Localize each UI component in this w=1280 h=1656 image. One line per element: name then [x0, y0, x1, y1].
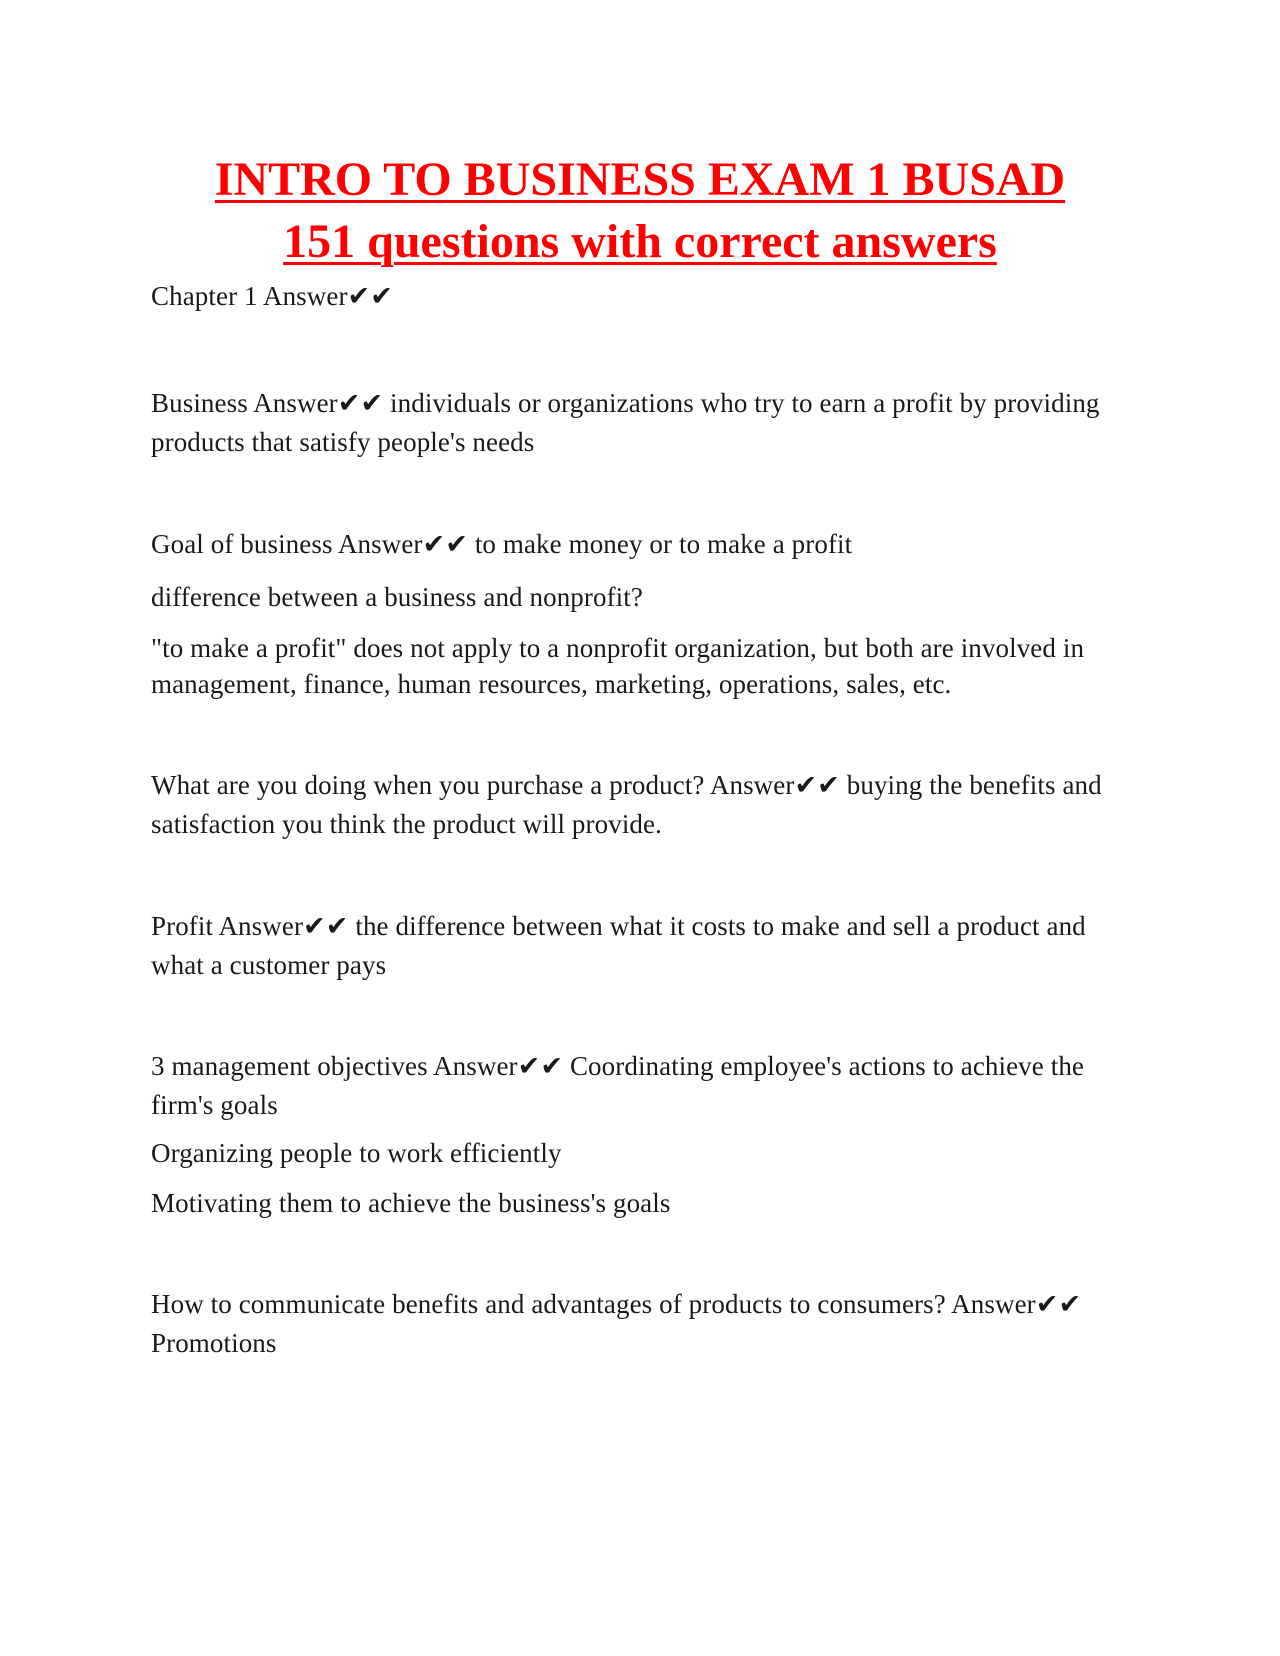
qa-purchase-product: What are you doing when you purchase a product? Answer✔✔ buying the benefits and satisfaction you think the product will provide.: [151, 770, 1102, 839]
management-objective-organizing: Organizing people to work efficiently: [151, 1138, 562, 1168]
qa-business-vs-nonprofit-answer: "to make a profit" does not apply to a nonprofit organization, but both are involved in management, finance, human resources, marketing, operations, sales, etc.: [151, 633, 1085, 699]
qa-business-vs-nonprofit-question: difference between a business and nonprofit?: [151, 582, 643, 612]
document-title-line-2: 151 questions with correct answers: [283, 215, 997, 268]
qa-profit: Profit Answer✔✔ the difference between what it costs to make and sell a product and what a customer pays: [151, 911, 1086, 980]
chapter-heading: Chapter 1 Answer✔✔: [151, 281, 394, 311]
qa-goal-of-business: Goal of business Answer✔✔ to make money or to make a profit: [151, 529, 853, 559]
management-objective-motivating: Motivating them to achieve the business's goals: [151, 1188, 671, 1218]
qa-management-objectives: 3 management objectives Answer✔✔ Coordinating employee's actions to achieve the firm's goals: [151, 1051, 1085, 1120]
qa-business: Business Answer✔✔ individuals or organizations who try to earn a profit by providing products that satisfy people's needs: [151, 388, 1100, 457]
qa-promotions: How to communicate benefits and advantages of products to consumers? Answer✔✔ Promotions: [151, 1289, 1082, 1358]
document-title-line-1: INTRO TO BUSINESS EXAM 1 BUSAD: [214, 153, 1066, 206]
